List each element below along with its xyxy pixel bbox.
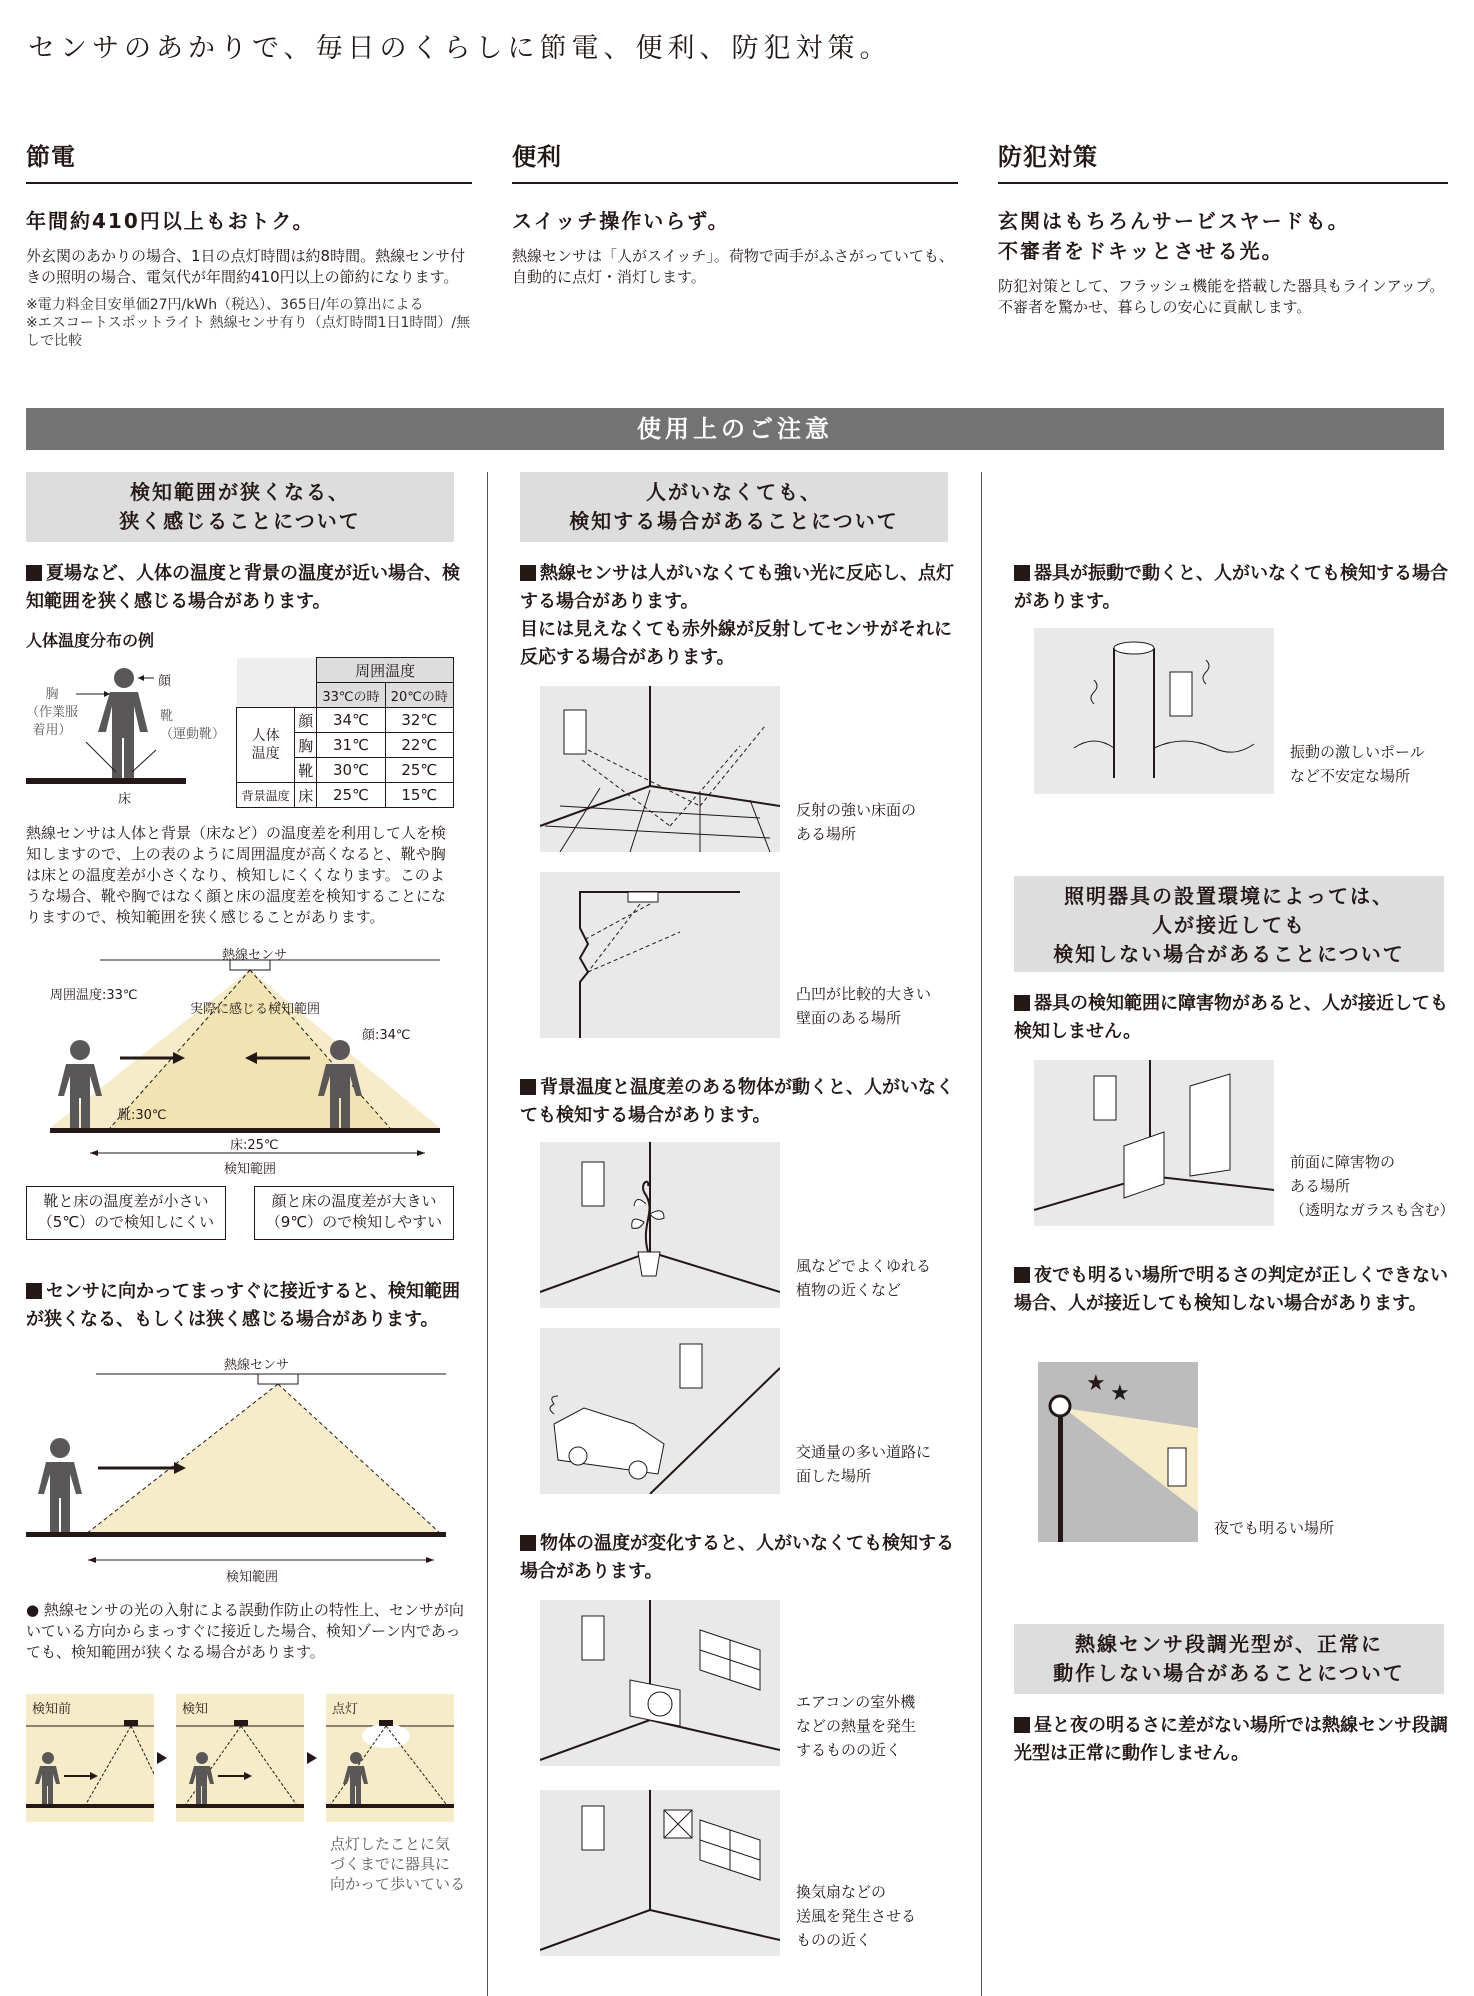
illustration-obstacle — [1034, 1060, 1274, 1226]
uneven-wall-icon — [540, 872, 780, 1038]
label-face: 顔 — [158, 674, 172, 689]
bullet-square-icon — [1014, 1267, 1030, 1283]
bullet-text — [520, 560, 965, 672]
label-chest: 胸 （作業服 着用） — [26, 687, 79, 738]
table-cell: 25℃ — [385, 758, 453, 783]
illustration-vibrating-pole — [1034, 628, 1274, 794]
caution-band: 使用上のご注意 — [26, 408, 1444, 450]
bullet-text — [26, 560, 476, 616]
caption: 振動の激しいポール など不安定な場所 — [1290, 743, 1425, 785]
shoe-temp-label: 靴:30℃ — [118, 1108, 167, 1123]
bullet-text — [26, 1278, 476, 1334]
bullet-label: 背景温度と温度差のある物体が動くと、人がいなくても検知する場合があります。 — [520, 1077, 954, 1126]
table-cell: 胸 — [295, 733, 317, 758]
approach-diagram — [26, 1356, 446, 1576]
table-cell: 32℃ — [385, 708, 453, 733]
label-floor: 床 — [118, 792, 132, 807]
bullet-label: 夜でも明るい場所で明るさの判定が正しくできない場合、人が接近しても検知しない場合があります。 — [1014, 1265, 1448, 1314]
section-box-title: 検知範囲が狭くなる、 狭く感じることについて — [26, 472, 454, 542]
temperature-table — [236, 657, 454, 808]
plant-icon — [540, 1142, 780, 1308]
bullet-square-icon — [520, 1079, 536, 1095]
caption: 前面に障害物の ある場所 （透明なガラスも含む） — [1290, 1153, 1455, 1219]
caption: 夜でも明るい場所 — [1214, 1519, 1335, 1537]
table-group-label: 背景温度 — [237, 783, 295, 808]
feature-energy — [26, 137, 472, 350]
caption: 風などでよくゆれる 植物の近くなど — [796, 1257, 932, 1299]
bullet-text — [1014, 1262, 1454, 1318]
svg-text:★: ★ — [1110, 1381, 1130, 1406]
range-label: 検知範囲 — [224, 1162, 277, 1177]
table-cell: 22℃ — [385, 733, 453, 758]
section-box-title: 照明器具の設置環境によっては、 人が接近しても 検知しない場合があることについて — [1014, 876, 1444, 972]
table-row — [237, 783, 454, 808]
bullet-square-icon — [1014, 995, 1030, 1011]
ambient-label: 周囲温度:33℃ — [50, 988, 138, 1003]
car-road-icon — [540, 1328, 780, 1494]
feature-security — [998, 137, 1448, 318]
section-box-title: 熱線センサ段調光型が、正常に 動作しない場合があることについて — [1014, 1624, 1444, 1694]
step-label: 点灯 — [332, 1702, 359, 1717]
illustration-uneven-wall — [540, 872, 780, 1038]
feature-lead: スイッチ操作いらず。 — [512, 209, 730, 233]
dot-note-text: 熱線センサの光の入射による誤動作防止の特性上、センサが向いている方向からまっすぐに接近した場合、検知ゾーン内であっても、検知範囲が狭くなる場合があります。 — [26, 1601, 464, 1661]
bullet-text — [520, 1074, 965, 1130]
bullet-square-icon — [26, 565, 42, 581]
aircon-unit-icon — [540, 1600, 780, 1766]
caption: 反射の強い床面の ある場所 — [796, 801, 917, 843]
streetlight-icon — [1038, 1362, 1198, 1542]
range-label: 検知範囲 — [226, 1570, 279, 1585]
illustration-aircon — [540, 1600, 780, 1766]
bullet-label: 物体の温度が変化すると、人がいなくても検知する場合があります。 — [520, 1533, 954, 1582]
step-label: 検知 — [182, 1702, 209, 1717]
table-header: 33℃の時 — [317, 683, 385, 708]
table-cell: 顔 — [295, 708, 317, 733]
feature-note: ※エスコートスポットライト 熱線センサ有り（点灯時間1日1時間）/無しで比較 — [26, 315, 471, 349]
bullet-text — [1014, 1712, 1454, 1768]
face-temp-label: 顔:34℃ — [362, 1028, 411, 1043]
sensor-label: 熱線センサ — [222, 948, 288, 963]
bullet-label: 器具の検知範囲に障害物があると、人が接近しても検知しません。 — [1014, 993, 1448, 1042]
feature-title: 防犯対策 — [998, 137, 1448, 184]
obstacle-icon — [1034, 1060, 1274, 1226]
note-box-small-diff: 靴と床の温度差が小さい （5℃）ので検知しにくい — [26, 1186, 226, 1240]
table-cell: 25℃ — [317, 783, 385, 808]
label-shoe: 靴 （運動靴） — [160, 709, 226, 742]
column-divider — [487, 472, 488, 1996]
bullet-label: 熱線センサは人がいなくても強い光に反応し、点灯する場合があります。 目には見えなくても赤外線が反射してセンサがそれに反応する場合があります。 — [520, 563, 954, 668]
bullet-square-icon — [520, 565, 536, 581]
column-divider — [981, 472, 982, 1996]
note-box-large-diff: 顔と床の温度差が大きい （9℃）ので検知しやすい — [254, 1186, 454, 1240]
illustration-bright-night — [1038, 1362, 1198, 1542]
step-label: 検知前 — [32, 1702, 72, 1717]
table-cell: 床 — [295, 783, 317, 808]
bullet-label: 昼と夜の明るさに差がない場所では熱線センサ段調光型は正常に動作しません。 — [1014, 1715, 1448, 1764]
table-cell: 靴 — [295, 758, 317, 783]
reflective-floor-icon — [540, 686, 780, 852]
bullet-text — [1014, 560, 1454, 616]
bullet-text — [520, 1530, 965, 1586]
section-box-title: 人がいなくても、 検知する場合があることについて — [520, 472, 948, 542]
table-corner — [237, 658, 317, 708]
bullet-square-icon — [26, 1283, 42, 1299]
caption: 凸凹が比較的大きい 壁面のある場所 — [796, 985, 932, 1027]
subheading: 人体温度分布の例 — [26, 631, 155, 650]
table-cell: 15℃ — [385, 783, 453, 808]
floor-temp-label: 床:25℃ — [230, 1138, 279, 1153]
bullet-label: センサに向かってまっすぐに接近すると、検知範囲が狭くなる、もしくは狭く感じる場合があります。 — [26, 1281, 460, 1330]
illustration-road — [540, 1328, 780, 1494]
explanation-paragraph: 熱線センサは人体と背景（床など）の温度差を利用して人を検知しますので、上の表のように周囲温度が高くなると、靴や胸は床との温度差が小さくなり、検知しにくくなります。このような場合、靴や胸ではなく顔と床の温度差を検知することになりますので、検知範囲を狭く感じることがあります。 — [26, 824, 447, 926]
table-header: 20℃の時 — [385, 683, 453, 708]
feature-body: 熱線センサは「人がスイッチ」。荷物で両手がふさがっていても、自動的に点灯・消灯します。 — [512, 247, 954, 286]
bullet-square-icon — [520, 1535, 536, 1551]
bullet-text — [1014, 990, 1454, 1046]
steps-caption: 点灯したことに気 づくまでに器具に 向かって歩いている — [330, 1835, 466, 1893]
bullet-label: 夏場など、人体の温度と背景の温度が近い場合、検知範囲を狭く感じる場合があります。 — [26, 563, 460, 612]
pole-icon — [1034, 628, 1274, 794]
page-headline: センサのあかりで、毎日のくらしに節電、便利、防犯対策。 — [28, 33, 892, 64]
bullet-square-icon — [1014, 565, 1030, 581]
caption: 交通量の多い道路に 面した場所 — [796, 1443, 932, 1485]
feature-title: 便利 — [512, 137, 958, 184]
feature-lead: 年間約410円以上もおトク。 — [26, 209, 315, 233]
table-cell: 30℃ — [317, 758, 385, 783]
dot-note — [26, 1600, 466, 1663]
table-cell: 31℃ — [317, 733, 385, 758]
vent-fan-icon — [540, 1790, 780, 1956]
table-group-label: 人体 温度 — [237, 708, 295, 783]
feature-note: ※電力料金目安単価27円/kWh（税込）、365日/年の算出による — [26, 297, 424, 313]
feature-convenience — [512, 137, 958, 288]
feature-body: 防犯対策として、フラッシュ機能を搭載した器具もラインアップ。不審者を驚かせ、暮らしの安心に貢献します。 — [998, 277, 1445, 316]
illustration-plant — [540, 1142, 780, 1308]
caption: エアコンの室外機 などの熱量を発生 するものの近く — [796, 1693, 917, 1759]
feature-lead: 玄関はもちろんサービスヤードも。 不審者をドキッとさせる光。 — [998, 209, 1350, 263]
svg-text:★: ★ — [1086, 1371, 1106, 1396]
sensor-label: 熱線センサ — [224, 1358, 290, 1373]
illustration-vent-fan — [540, 1790, 780, 1956]
feature-body: 外玄関のあかりの場合、1日の点灯時間は約8時間。熱線センサ付きの照明の場合、電気代が年間約410円以上の節約になります。 — [26, 247, 466, 286]
table-header: 周囲温度 — [317, 658, 454, 683]
dot-icon: ● — [26, 1601, 40, 1619]
illustration-reflective-floor — [540, 686, 780, 852]
bullet-label: 器具が振動で動くと、人がいなくても検知する場合があります。 — [1014, 563, 1448, 612]
table-cell: 34℃ — [317, 708, 385, 733]
bullet-square-icon — [1014, 1717, 1030, 1733]
actual-range-label: 実際に感じる検知範囲 — [190, 1002, 321, 1017]
feature-title: 節電 — [26, 137, 472, 184]
step-panels-illustration — [26, 1694, 456, 1822]
caption: 換気扇などの 送風を発生させる ものの近く — [796, 1883, 917, 1949]
table-row — [237, 708, 454, 733]
